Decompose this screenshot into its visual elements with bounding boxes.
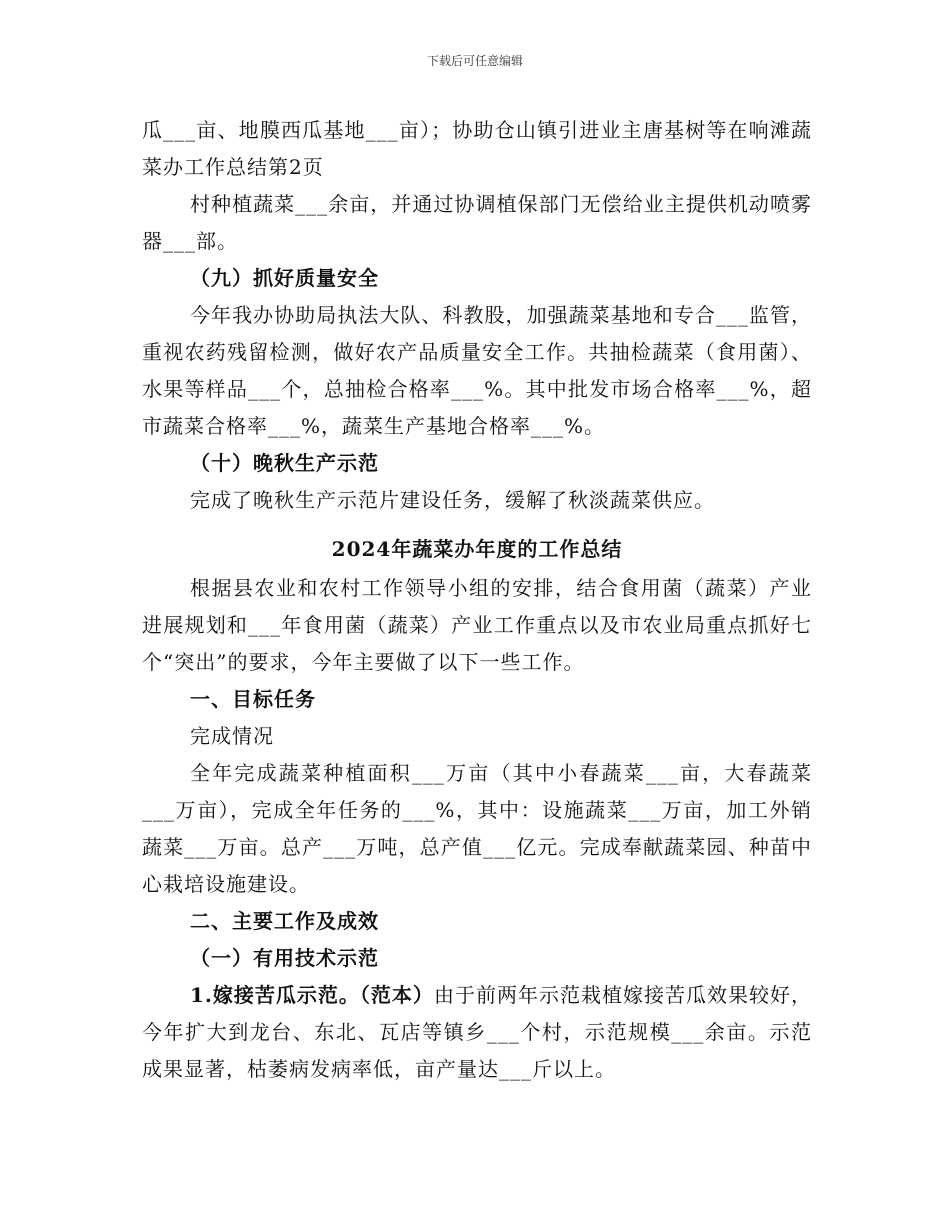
paragraph: 村种植蔬菜___余亩，并通过协调植保部门无偿给业主提供机动喷雾器___部。 bbox=[142, 192, 812, 253]
paragraph-continuation: 瓜___亩、地膜西瓜基地___亩）；协助仓山镇引进业主唐基树等在响滩蔬菜办工作总结第2页 bbox=[142, 118, 812, 179]
paragraph: 全年完成蔬菜种植面积___万亩（其中小春蔬菜___亩，大春蔬菜___万亩），完成全年任务的___%，其中：设施蔬菜___万亩，加工外销蔬菜___万亩。总产___万吨，总产值___亿元。完成奉献蔬菜园、种苗中心栽培设施建设。 bbox=[142, 761, 812, 896]
section-heading: （九）抓好质量安全 bbox=[190, 266, 379, 290]
section-heading: 一、目标任务 bbox=[190, 687, 316, 711]
section-heading: 二、主要工作及成效 bbox=[190, 909, 379, 933]
paragraph-lead: 1.嫁接苦瓜示范。（范本） bbox=[190, 983, 434, 1007]
document-title: 2024年蔬菜办年度的工作总结 bbox=[331, 537, 623, 561]
paragraph: 今年我办协助局执法大队、科教股，加强蔬菜基地和专合___监管，重视农药残留检测，做好农产品质量安全工作。共抽检蔬菜（食用菌）、水果等样品___个，总抽检合格率___%。其中批发市场合格率___%，超市蔬菜合格率___%，蔬菜生产基地合格率___%。 bbox=[142, 303, 812, 438]
paragraph bbox=[142, 977, 812, 1088]
paragraph-text: 由于前两年示范栽植嫁接苦瓜效果较好，今年扩大到龙台、东北、瓦店等镇乡___个村，示范规模___余亩。示范成果显著，枯萎病发病率低，亩产量达___斤以上。 bbox=[142, 983, 813, 1081]
paragraph: 完成情况 bbox=[190, 724, 274, 748]
document-body bbox=[142, 112, 812, 1088]
section-heading: （一）有用技术示范 bbox=[190, 946, 379, 970]
section-heading: （十）晚秋生产示范 bbox=[190, 451, 379, 475]
page-header: 下载后可任意编辑 bbox=[426, 54, 523, 68]
paragraph: 完成了晚秋生产示范片建设任务，缓解了秋淡蔬菜供应。 bbox=[190, 488, 715, 512]
paragraph: 根据县农业和农村工作领导小组的安排，结合食用菌（蔬菜）产业进展规划和___年食用菌（蔬菜）产业工作重点以及市农业局重点抓好七个“突出”的要求，今年主要做了以下一些工作。 bbox=[142, 576, 812, 674]
